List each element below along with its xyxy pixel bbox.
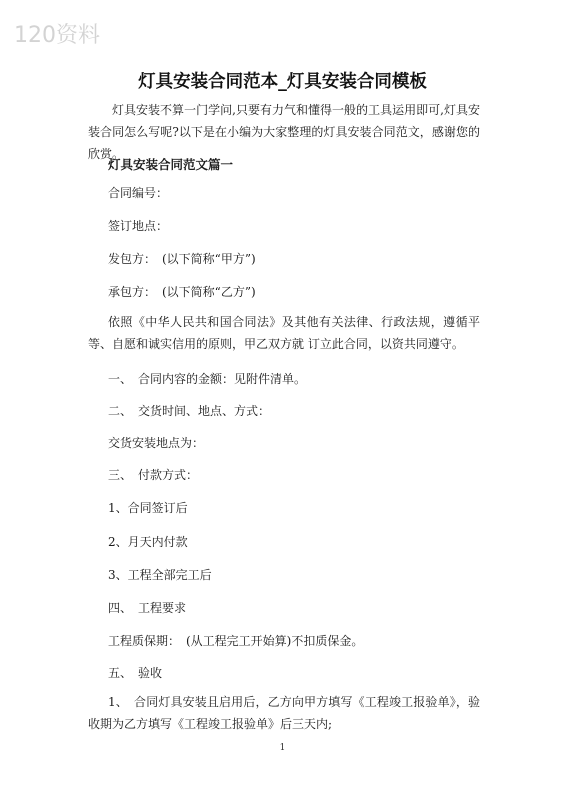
clause-4: 四、 工程要求 [108,601,187,615]
party-b-line: 承包方： (以下简称“乙方”) [108,285,256,299]
section-heading: 灯具安装合同范文篇一 [108,157,234,172]
basis-paragraph: 依照《中华人民共和国合同法》及其他有关法律、行政法规，遵循平等、自愿和诚实信用的原则，甲乙双方就 订立此合同，以资共同遵守。 [88,315,480,351]
clause-2: 二、 交货时间、地点、方式： [108,404,271,418]
page-number: 1 [279,743,286,753]
acceptance-paragraph: 1、 合同灯具安装且启用后，乙方向甲方填写《工程竣工报验单》，验收期为乙方填写《工程竣工报验单》后三天内; [88,695,480,731]
contract-number-line: 合同编号： [108,186,169,200]
party-a-line: 发包方： (以下简称“甲方”) [108,252,256,266]
clause-3: 三、 付款方式： [108,468,199,482]
payment-item-3: 3、工程全部完工后 [108,568,212,582]
payment-item-2: 2、月天内付款 [108,535,188,549]
payment-item-1: 1、合同签订后 [108,501,188,515]
clause-5: 五、 验收 [108,666,163,680]
intro-paragraph: 灯具安装不算一门学问,只要有力气和懂得一般的工具运用即可,灯具安装合同怎么写呢?以下是在小编为大家整理的灯具安装合同范文，感谢您的欣赏。 [88,103,480,161]
document-title: 灯具安装合同范本_灯具安装合同模板 [138,72,427,92]
clause-1: 一、 合同内容的金额：见附件清单。 [108,372,307,386]
watermark-logo: 120资料 [14,23,100,48]
warranty-line: 工程质保期： (从工程完工开始算)不扣质保金。 [108,634,364,648]
delivery-place-line: 交货安装地点为： [108,436,205,450]
sign-place-line: 签订地点： [108,219,169,233]
